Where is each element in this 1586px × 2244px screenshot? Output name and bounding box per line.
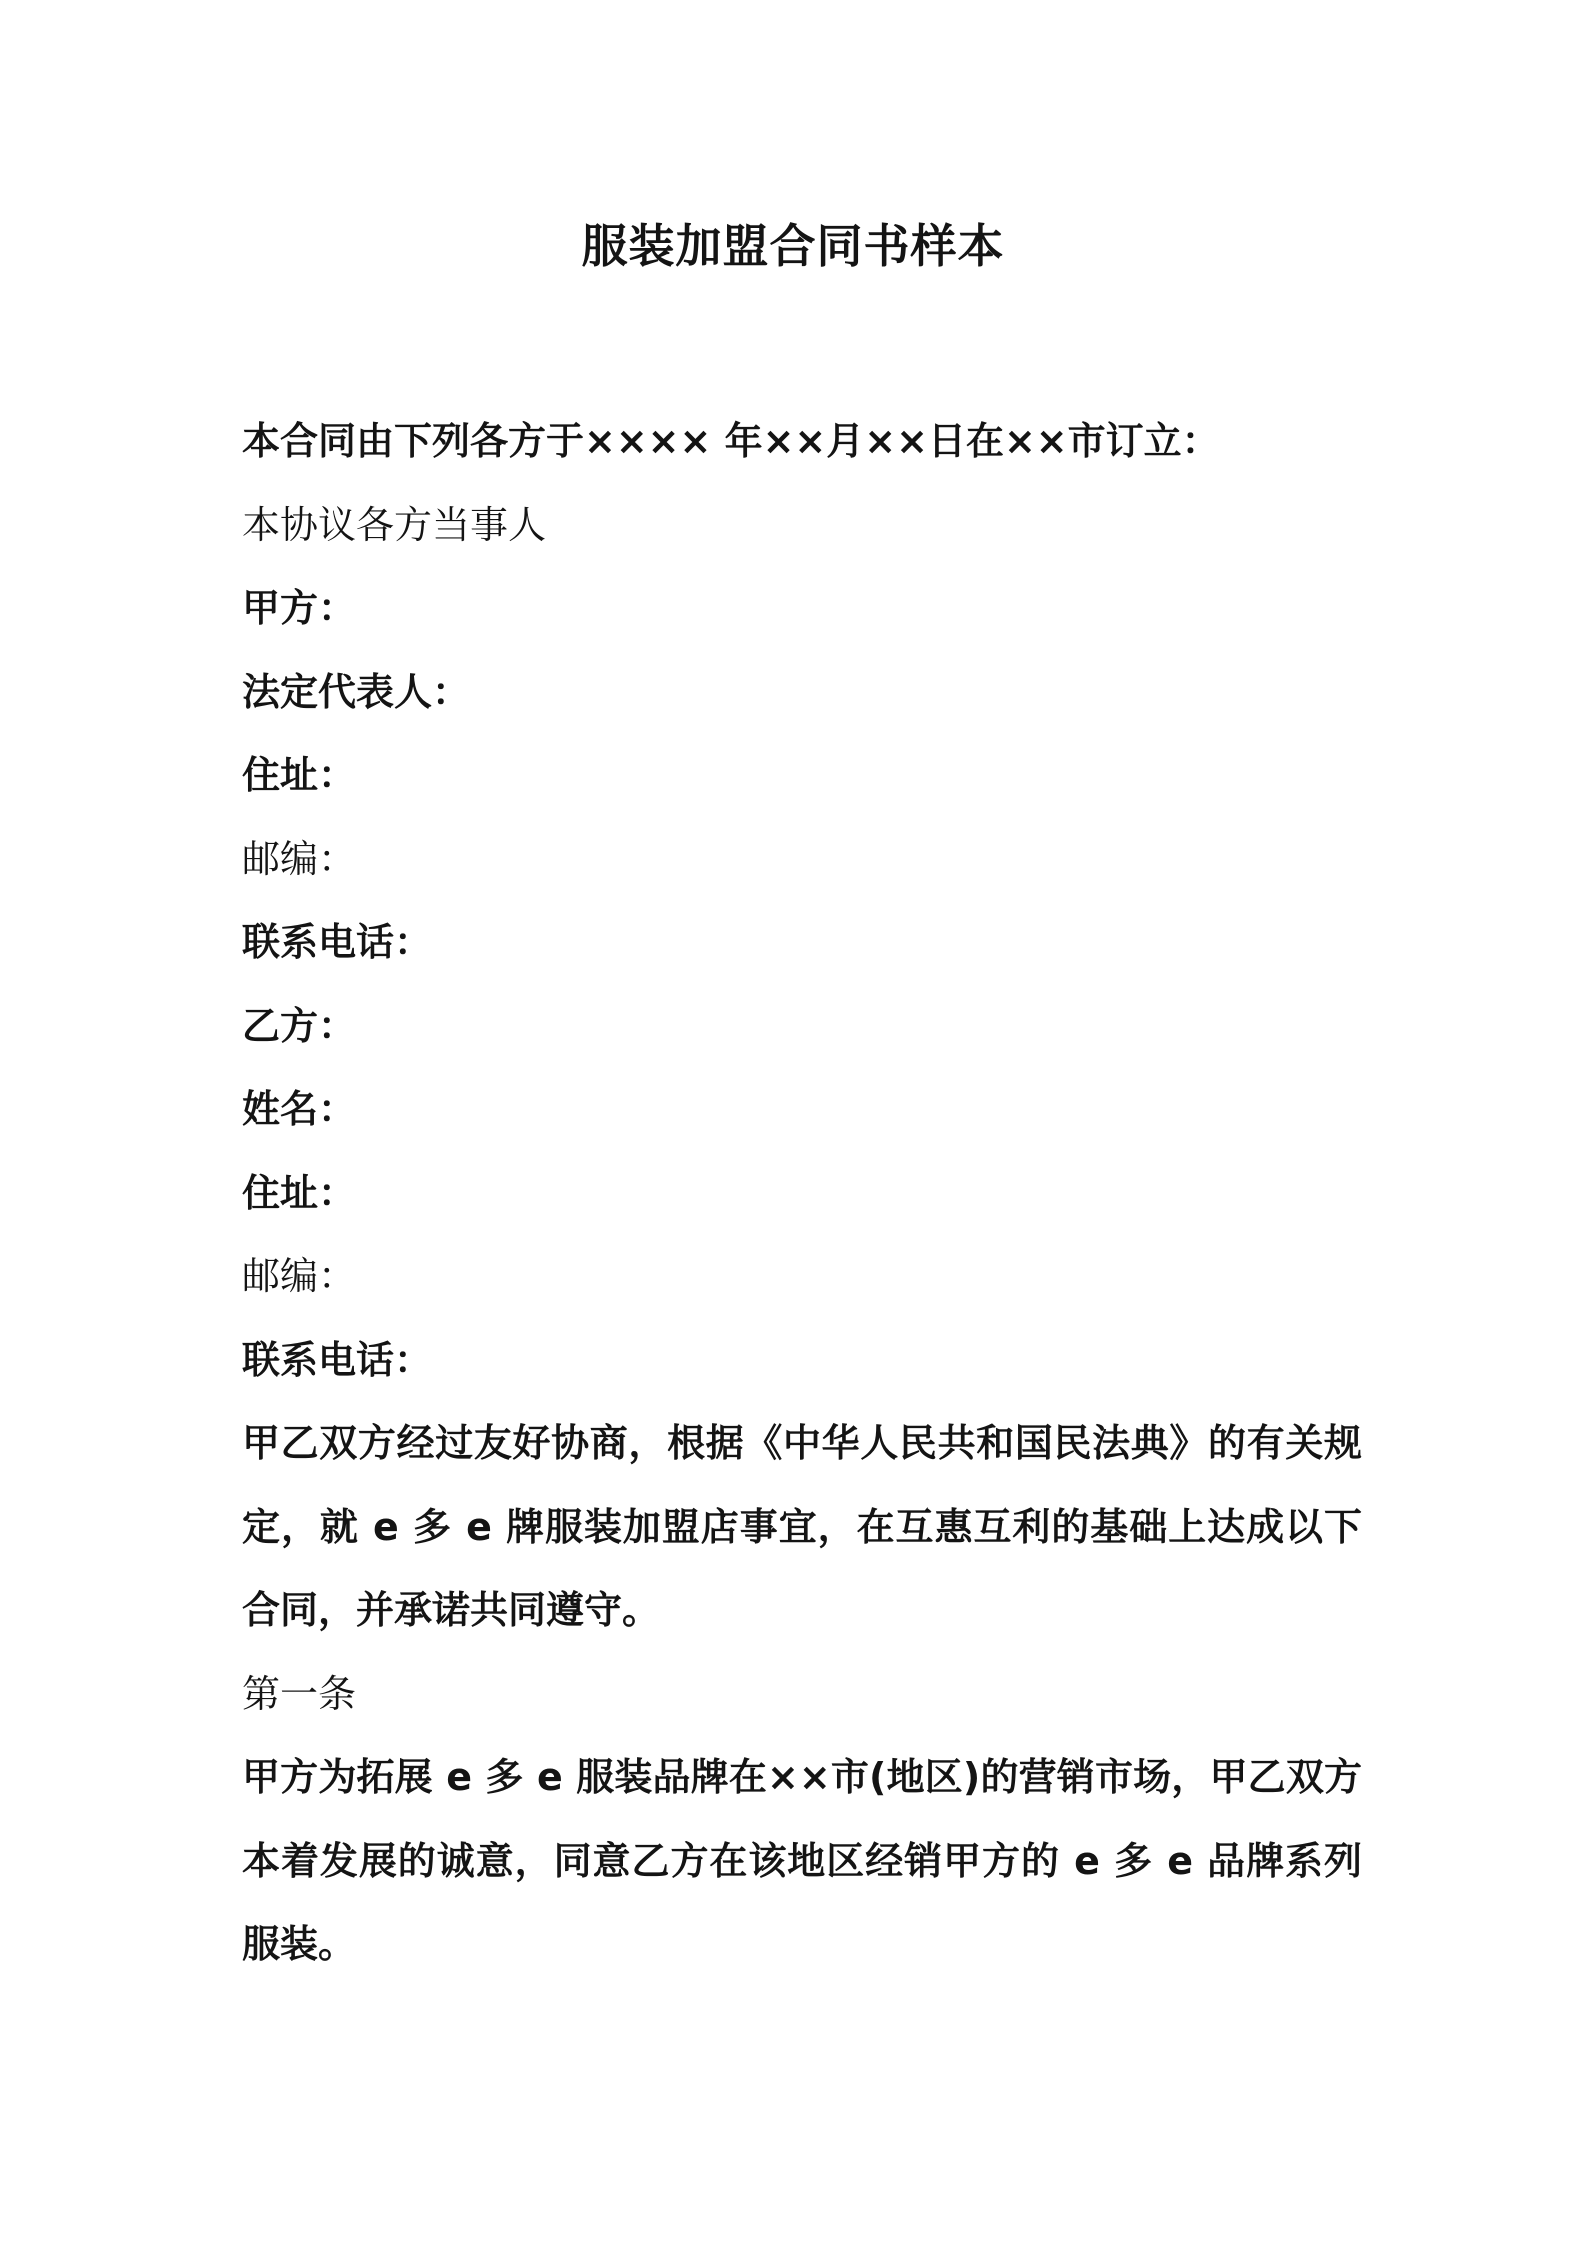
party-b-postcode: 邮编： [242,1254,357,1298]
parties-heading: 本协议各方当事人 [242,502,547,547]
document-body [242,400,1362,1987]
party-b-address: 住址： [242,1170,357,1215]
party-a-legal-rep: 法定代表人： [242,669,471,714]
party-a-postcode: 邮编： [242,836,357,881]
party-a-phone: 联系电话： [242,920,433,964]
article-1-text: 甲方为拓展 e 多 e 服装品牌在××市(地区)的营销市场，甲乙双方本着发展的诚意，同意乙方在该地区经销甲方的 e 多 e 品牌系列服装。 [242,1755,1362,1966]
contract-intro: 本合同由下列各方于×××× 年××月××日在××市订立： [242,419,1220,463]
party-b-phone: 联系电话： [242,1337,433,1382]
party-b-label: 乙方： [242,1003,357,1048]
party-a-label: 甲方： [242,586,357,630]
preamble-paragraph: 甲乙双方经过友好协商，根据《中华人民共和国民法典》的有关规定，就 e 多 e 牌服装加盟店事宜，在互惠互利的基础上达成以下合同，并承诺共同遵守。 [242,1421,1362,1632]
party-b-name: 姓名： [242,1087,357,1131]
article-1-heading: 第一条 [242,1671,357,1716]
party-a-address: 住址： [242,753,357,797]
document-title: 服装加盟合同书样本 [581,219,1005,273]
